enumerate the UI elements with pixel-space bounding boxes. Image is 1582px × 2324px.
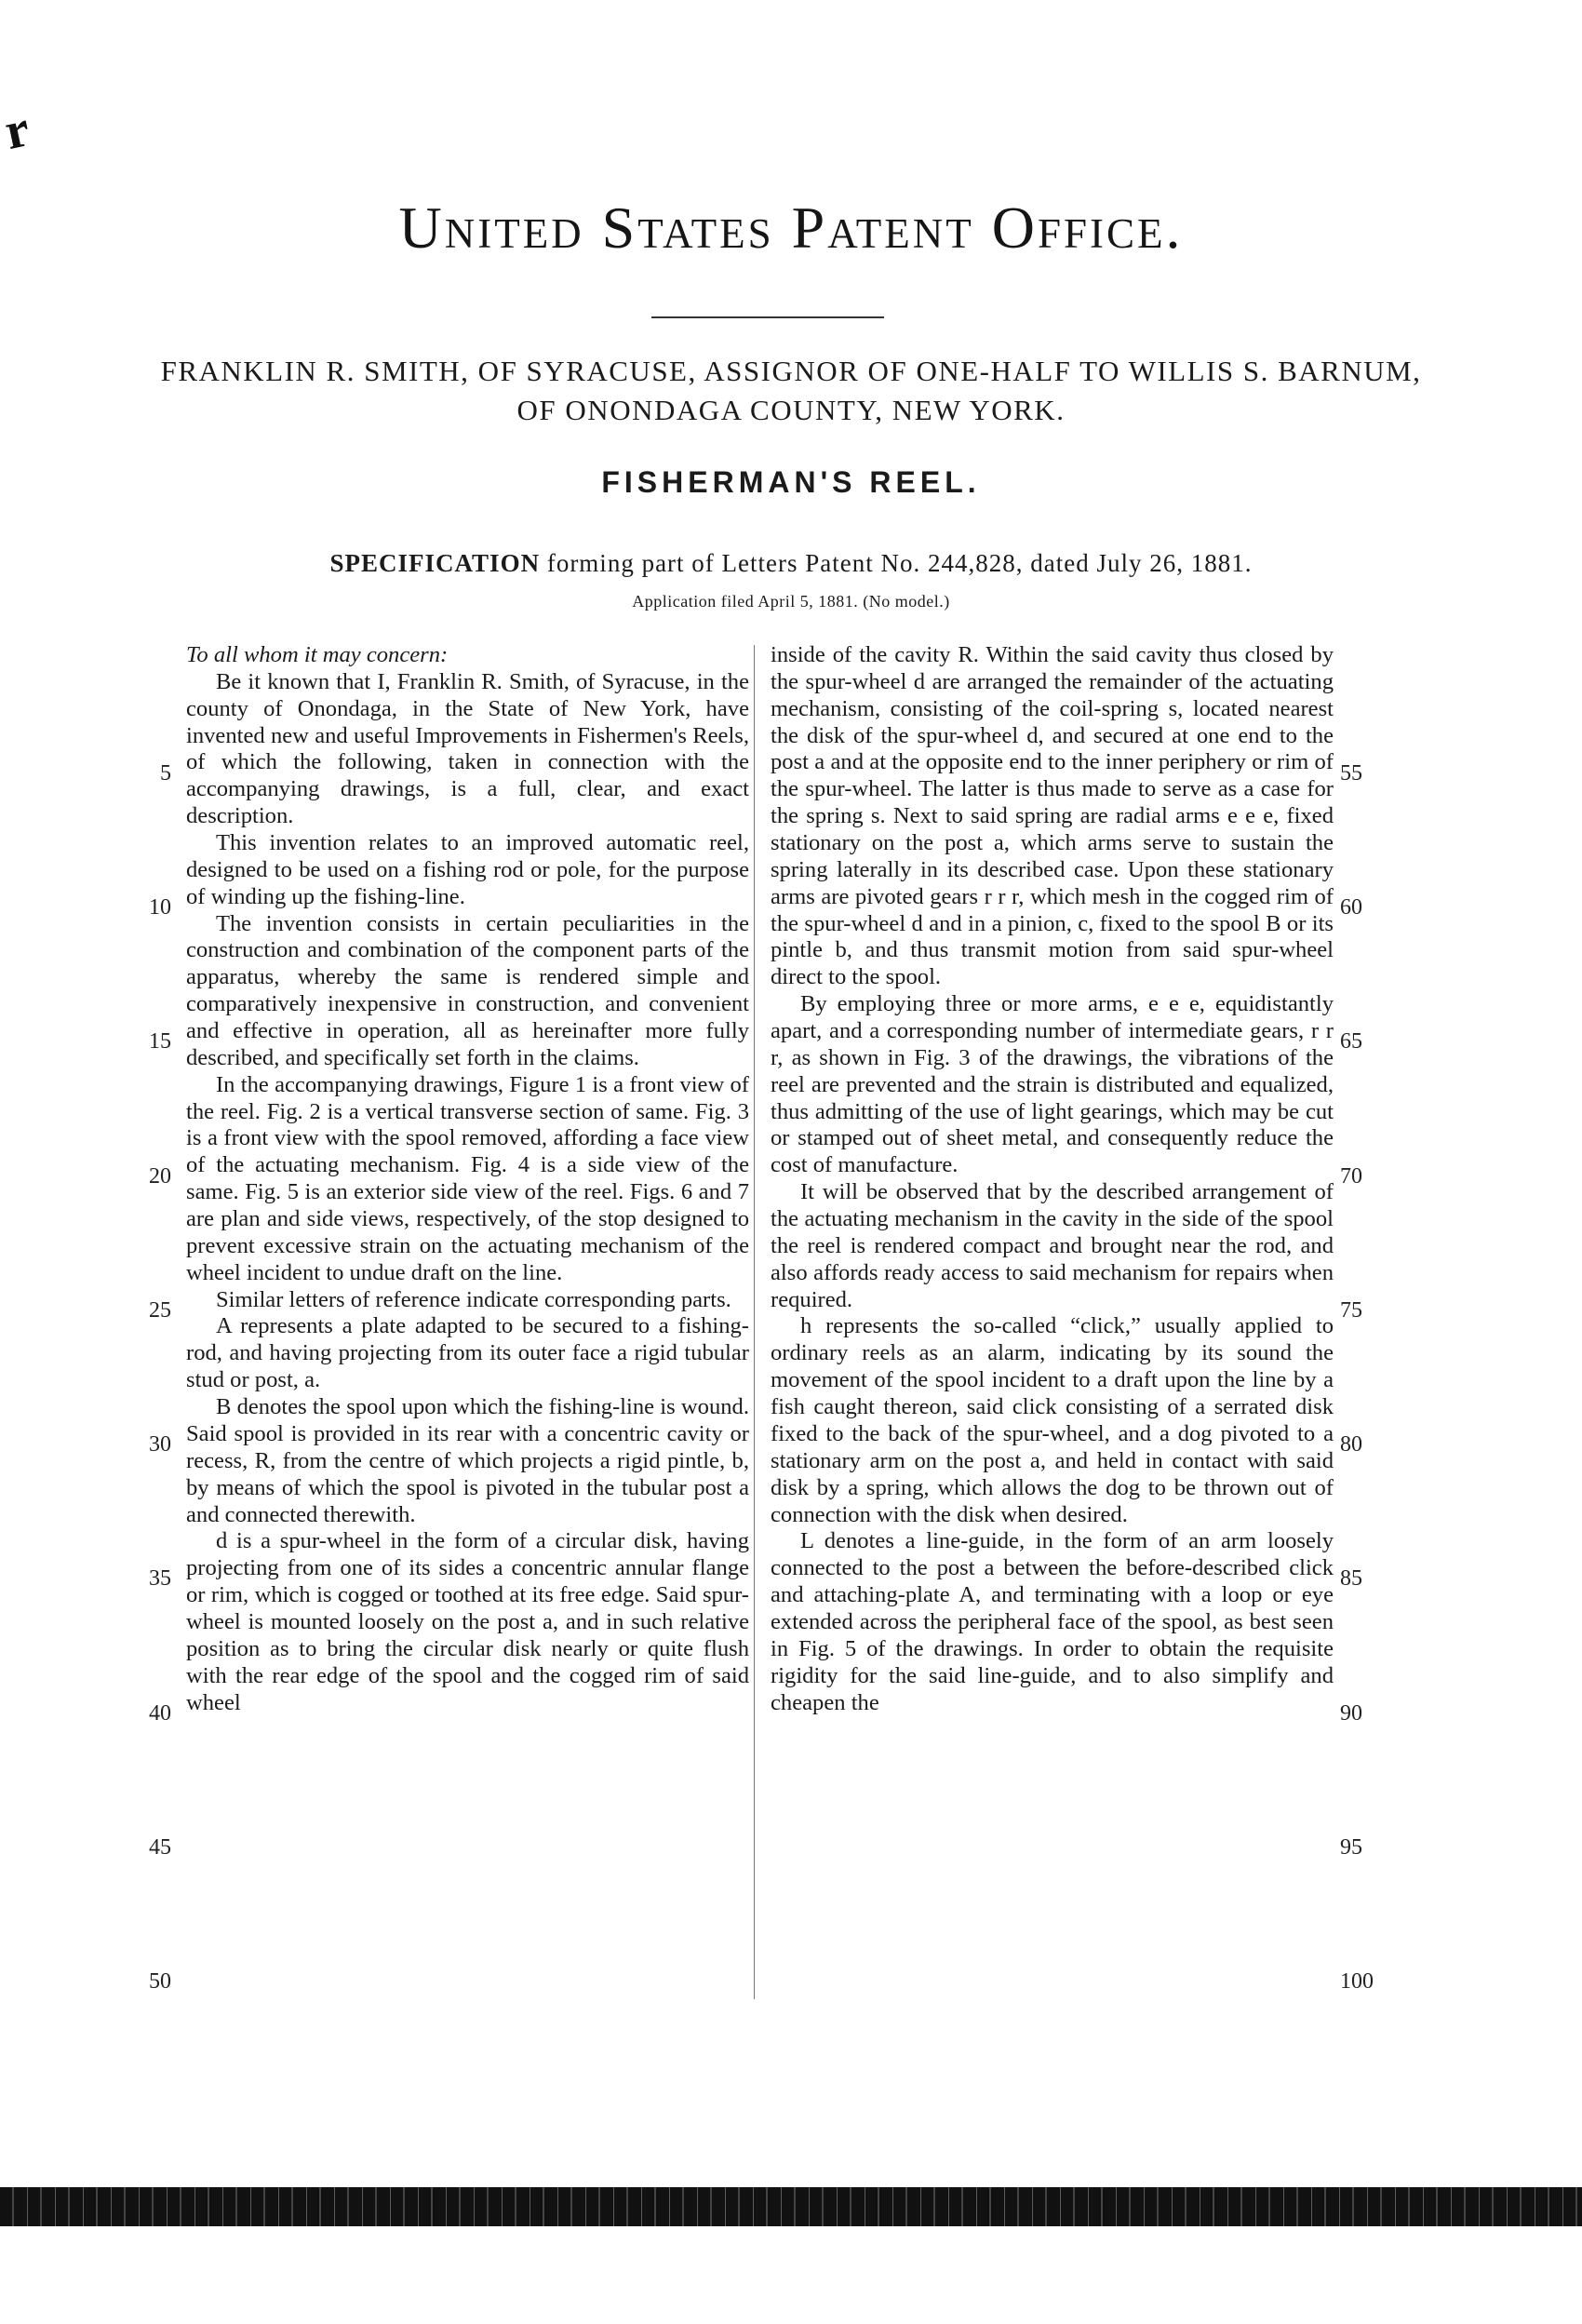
line-number: 60 xyxy=(1340,895,1362,920)
line-number: 40 xyxy=(149,1701,171,1726)
paragraph: It will be observed that by the described arrangement of the actuating mechanism in the cavity in the side of the spool the reel is rendered compact and brought near the rod, and also affords ready access to said mechanism for repairs when required. xyxy=(771,1179,1334,1312)
line-number: 25 xyxy=(149,1298,171,1323)
line-number: 45 xyxy=(149,1835,171,1860)
line-number: 20 xyxy=(149,1164,171,1189)
application-line: Application filed April 5, 1881. (No model.) xyxy=(632,592,950,611)
office-title: United States Patent Office. xyxy=(398,195,1184,261)
paragraph: By employing three or more arms, e e e, equidistantly apart, and a corresponding number of intermediate gears, r r r, as shown in Fig. 3 of the drawings, the vibrations of the reel are prevented and the strain is distributed and equalized, thus admitting of the use of light gearings, which may be cut or stamped out of sheet metal, and consequently reduce the cost of manufacture. xyxy=(771,991,1334,1178)
corner-mark: r xyxy=(0,100,35,161)
specification-text: forming part of Letters Patent No. 244,828, dated July 26, 1881. xyxy=(546,549,1253,577)
paragraph: Similar letters of reference indicate corresponding parts. xyxy=(215,1286,731,1312)
paragraph: B denotes the spool upon which the fishing-line is wound. Said spool is provided in its rear with a concentric cavity or recess, R, from the centre of which projects a rigid pintle, b, by means of which the spool is pivoted in the tubular post a and connected therewith. xyxy=(186,1394,749,1527)
title-rule xyxy=(651,316,884,318)
paragraph: The invention consists in certain peculiarities in the construction and combination of the component parts of the apparatus, whereby the same is rendered simple and comparatively inexpensive in construction, and convenient and effective in operation, all as hereinafter more fully described, and specifically set forth in the claims. xyxy=(186,910,749,1070)
line-number: 55 xyxy=(1340,761,1362,786)
paragraph: In the accompanying drawings, Figure 1 is a front view of the reel. Fig. 2 is a vertical transverse section of same. Fig. 3 is a front view with the spool removed, affording a face view of the actuating mechanism. Fig. 4 is a side view of the same. Fig. 5 is an exterior side view of the reel. Figs. 6 and 7 are plan and side views, respectively, of the stop designed to prevent excessive strain on the actuating mechanism of the wheel incident to undue draft on the line. xyxy=(186,1071,749,1285)
salutation: To all whom it may concern: xyxy=(186,642,449,667)
left-column xyxy=(186,642,749,1716)
line-number: 5 xyxy=(160,761,171,786)
line-number: 35 xyxy=(149,1566,171,1591)
line-number: 10 xyxy=(149,895,171,920)
inventor-line: FRANKLIN R. SMITH, OF SYRACUSE, ASSIGNOR OF ONE-HALF TO WILLIS S. BARNUM, OF ONONDAGA COUNTY, NEW YORK. xyxy=(160,355,1422,426)
paragraph: This invention relates to an improved automatic reel, designed to be used on a fishing rod or pole, for the purpose of winding up the fishing-line. xyxy=(186,830,749,909)
line-number: 70 xyxy=(1340,1164,1362,1189)
specification-line xyxy=(223,549,1359,578)
paragraph: inside of the cavity R. Within the said cavity thus closed by the spur-wheel d are arranged the remainder of the actuating mechanism, consisting of the coil-spring s, located nearest the disk of the spur-wheel d, and secured at one end to the post a and at the opposite end to the inner periphery or rim of the spur-wheel. The latter is thus made to serve as a case for the spring s. Next to said spring are radial arms e e e, fixed stationary on the post a, which arms serve to sustain the spring laterally in its described case. Upon these stationary arms are pivoted gears r r r, which mesh in the cogged rim of the spur-wheel d and in a pinion, c, fixed to the spool B or its pintle b, and thus transmit motion from said spur-wheel direct to the spool. xyxy=(771,642,1334,990)
line-number: 75 xyxy=(1340,1298,1362,1323)
paragraph: L denotes a line-guide, in the form of an arm loosely connected to the post a between the before-described click and attaching-plate A, and terminating with a loop or eye extended across the peripheral face of the spool, as best seen in Fig. 5 of the drawings. In order to obtain the requisite rigidity for the said line-guide, and to also simplify and cheapen the xyxy=(771,1528,1334,1715)
line-number: 80 xyxy=(1340,1432,1362,1457)
paragraph: d is a spur-wheel in the form of a circular disk, having projecting from one of its sides a concentric annular flange or rim, which is cogged or toothed at its free edge. Said spur-wheel is mounted loosely on the post a, and in such relative position as to bring the circular disk nearly or quite flush with the rear edge of the spool and the cogged rim of said wheel xyxy=(186,1528,749,1715)
line-number: 95 xyxy=(1340,1835,1362,1860)
line-number: 85 xyxy=(1340,1566,1362,1591)
line-number: 30 xyxy=(149,1432,171,1457)
invention-title: FISHERMAN'S REEL. xyxy=(601,465,981,499)
line-number: 65 xyxy=(1340,1029,1362,1054)
line-number: 90 xyxy=(1340,1701,1362,1726)
line-number: 15 xyxy=(149,1029,171,1054)
specification-lead: SPECIFICATION xyxy=(329,549,541,577)
scan-edge-band xyxy=(0,2187,1582,2226)
column-divider xyxy=(754,645,755,1999)
paragraph: h represents the so-called “click,” usually applied to ordinary reels as an alarm, indicating by its sound the movement of the spool incident to a draft upon the line by a fish caught thereon, said click consisting of a serrated disk fixed to the back of the spur-wheel, and a dog pivoted to a stationary arm on the post a, and held in contact with said disk by a spring, which allows the dog to be thrown out of connection with the disk when desired. xyxy=(771,1313,1334,1527)
paragraph: A represents a plate adapted to be secured to a fishing-rod, and having projecting from its outer face a rigid tubular stud or post, a. xyxy=(186,1313,749,1393)
line-number: 100 xyxy=(1340,1969,1374,1994)
right-column xyxy=(771,642,1334,1716)
paragraph: Be it known that I, Franklin R. Smith, of Syracuse, in the county of Onondaga, in the State of New York, have invented new and useful Improvements in Fishermen's Reels, of which the following, taken in connection with the accompanying drawings, is a full, clear, and exact description. xyxy=(186,668,749,829)
line-number: 50 xyxy=(149,1969,171,1994)
